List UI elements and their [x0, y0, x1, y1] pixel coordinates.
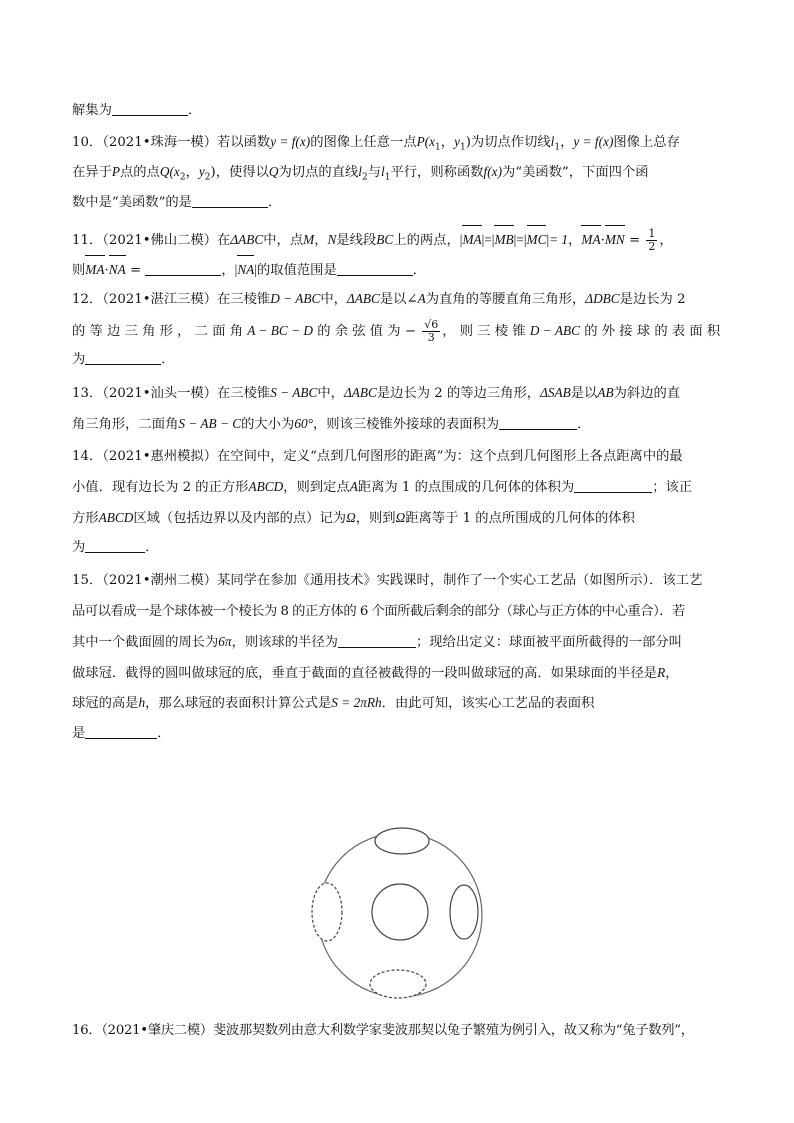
cut-circle-right: [450, 885, 478, 939]
cut-circle-bottom: [370, 970, 426, 998]
q12-line-1: 12．（2021•湛江三模）在三棱锥D − ABC中，ΔABC是以∠A为直角的等腰直角三角形，ΔDBC是边长为 2: [72, 291, 686, 307]
q14-line-4: 为 ．: [72, 540, 159, 555]
cut-circle-left: [312, 883, 342, 941]
cut-circle-top: [375, 828, 429, 854]
vector-mc: MC: [527, 225, 547, 250]
q12-line-3: 为 ．: [72, 352, 175, 367]
q15-line-6: 是 ．: [72, 725, 171, 741]
fraction-one-half: $\frac{1}{2}$: [648, 226, 656, 253]
q13-line-1: 13．（2021•汕头一模）在三棱锥S − ABC中，ΔABC是边长为 2 的等边三角形，ΔSAB是以AB为斜边的直: [72, 385, 681, 401]
q14-line-1: 14．（2021•惠州模拟）在空间中，定义“点到几何图形的距离”为：这个点到几何图形上各点距离中的最: [72, 448, 683, 464]
q15-line-5: 球冠的高是h，那么球冠的表面积计算公式是S = 2πRh．由此可知，该实心工艺品的表面积: [72, 695, 595, 711]
answer-blank[interactable]: [192, 193, 268, 208]
q10-line-3: 数中是“美函数”的是 ．: [72, 194, 282, 210]
q14-line-2: 小值．现有边长为 2 的正方形ABCD，则到定点A距离为 1 的点围成的几何体的体积为 ；该正: [72, 479, 693, 495]
vector-ma: MA: [462, 225, 481, 250]
q13-line-2: 角三角形，二面角S − AB − C的大小为60°，则该三棱锥外接球的表面积为 ．: [72, 415, 591, 432]
answer-blank[interactable]: [85, 350, 161, 365]
q10-line-1: 10．（2021•珠海一模）若以函数y = f(x)的图像上任意一点$P(x_1$，$y_1$)为切点作切线$l_1$，y = f(x)图像上总存: [72, 133, 680, 153]
q11-line-2: 则MA·NA = ，|NA|的取值范围是 ．: [72, 255, 724, 276]
answer-blank[interactable]: [85, 724, 157, 739]
answer-blank[interactable]: [574, 478, 652, 493]
answer-blank[interactable]: [338, 633, 416, 648]
sphere-craft-figure: [310, 820, 490, 1010]
vector-mn: MN: [605, 225, 625, 250]
q12-line-2: 的 等 边 三 角 形 ， 二 面 角 A − BC − D 的 余 弦 值 为 − $\frac{√6}{3}$ ， 则 三 棱 锥 D − ABC 的 外 接 球 的 表 面 积: [72, 317, 721, 344]
worksheet-page: [72, 100, 724, 753]
q10-line-2: 在异于P点的点$Q(x_2$，$y_2$)，使得以Q为切点的直线$l_2$与$l_1$平行，则称函数f(x)为“美函数”，下面四个函: [72, 164, 649, 183]
q9-tail-line: 解集为 ．: [72, 103, 202, 118]
answer-blank[interactable]: [499, 415, 577, 430]
vector-mb: MB: [494, 225, 513, 250]
vector-na: NA: [109, 255, 126, 280]
q14-line-3: 方形ABCD区域（包括边界以及内部的点）记为Ω，则到Ω距离等于 1 的点所围成的几何体的体积: [72, 509, 635, 526]
q15-line-2: 品可以看成一是个球体被一个棱长为 8 的正方体的 6 个面所截后剩余的部分（球心与正方体的中心重合）．若: [72, 603, 685, 619]
q15-line-4: 做球冠．截得的圆叫做球冠的底，垂直于截面的直径被截得的一段叫做球冠的高．如果球面的半径是R，: [72, 664, 679, 681]
q15-line-3: 其中一个截面圆的周长为6π，则该球的半径为 ；现给出定义：球面被平面所截得的一部分叫: [72, 634, 682, 650]
answer-blank[interactable]: [85, 538, 145, 553]
fraction-sqrt6-over-3: $\frac{√6}{3}$: [424, 317, 439, 344]
answer-blank[interactable]: [337, 261, 413, 276]
cut-circle-front: [372, 884, 428, 940]
answer-blank[interactable]: [145, 261, 221, 276]
q11-line-1: 11．（2021•佛山二模）在ΔABC中，点M，N是线段BC上的两点，|MA|=|MB|=|MC|= 1，MA·MN = $\frac{1}{2}$ ，: [72, 226, 673, 253]
answer-blank[interactable]: [112, 101, 188, 116]
q15-line-1: 15．（2021•潮州二模）某同学在参加《通用技术》实践课时，制作了一个实心工艺品（如图所示）．该工艺: [72, 573, 703, 588]
q16-line-1: 16．（2021•肇庆二模）斐波那契数列由意大利数学家斐波那契以兔子繁殖为例引入，故又称为“兔子数列”，: [72, 1023, 694, 1038]
